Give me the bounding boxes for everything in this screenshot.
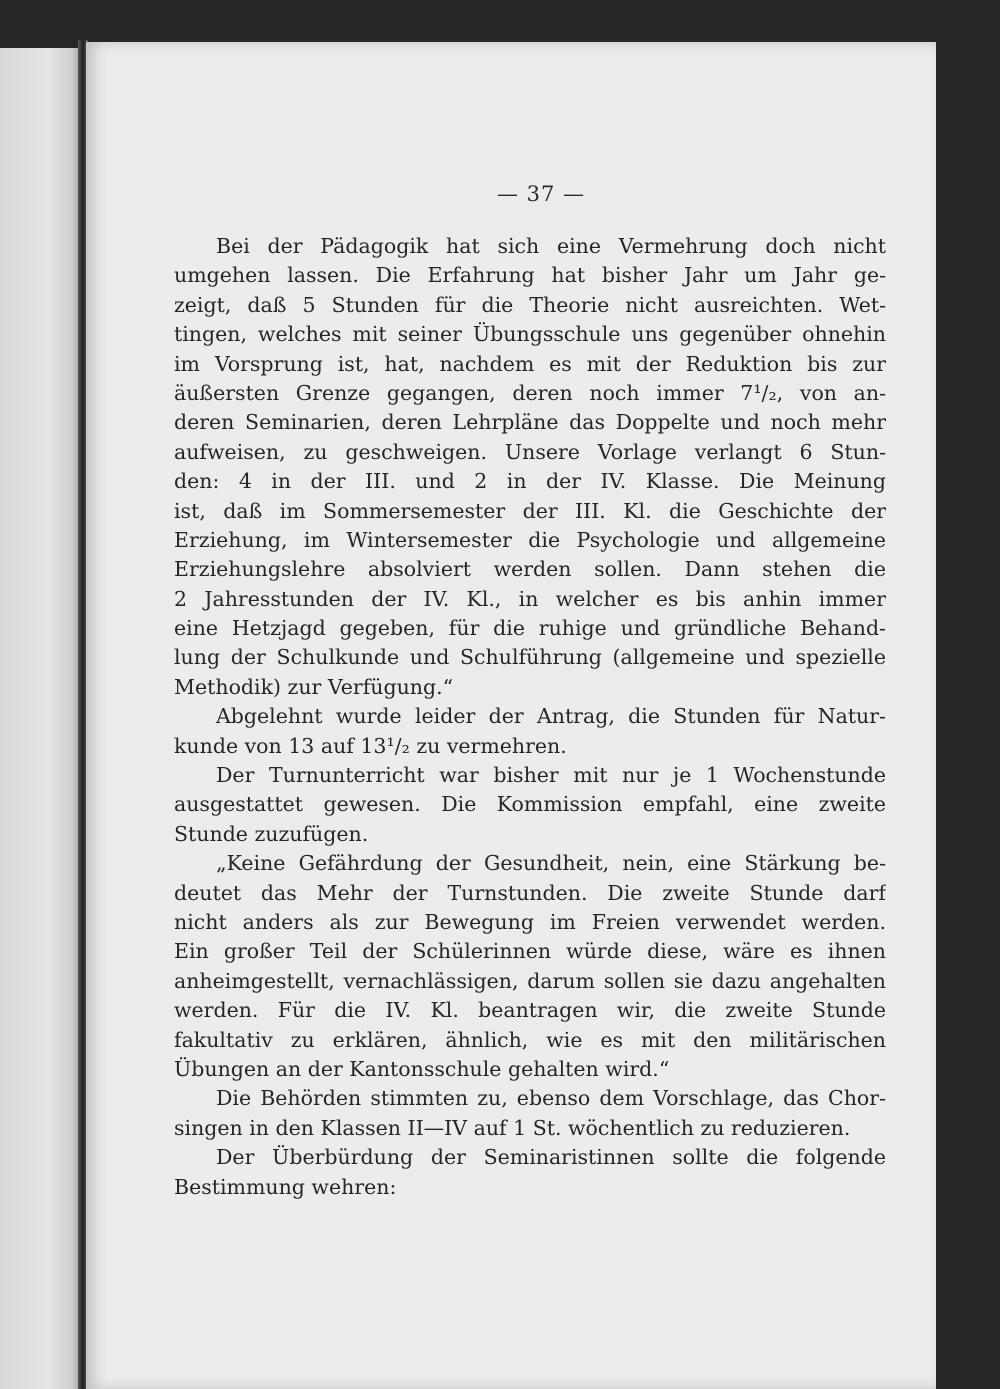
- text-line: Stunde zuzufügen.: [174, 821, 369, 846]
- text-line: Bestimmung wehren:: [174, 1174, 397, 1199]
- text-line: Der Überbürdung der Seminaristinnen sollte die folgende: [216, 1145, 886, 1170]
- text-line: Abgelehnt wurde leider der Antrag, die Stunden für Natur-: [216, 704, 886, 729]
- paragraph: [174, 849, 886, 1084]
- text-line: aufweisen, zu geschweigen. Unsere Vorlage verlangt 6 Stun-: [174, 439, 886, 464]
- text-line: Die Behörden stimmten zu, ebenso dem Vorschlage, das Chor-: [216, 1086, 886, 1111]
- text-line: anheimgestellt, vernachlässigen, darum sollen sie dazu angehalten: [174, 968, 886, 993]
- paragraph: [174, 702, 886, 761]
- text-line: deutet das Mehr der Turnstunden. Die zweite Stunde darf: [174, 880, 886, 905]
- text-line: Erziehung, im Wintersemester die Psychologie und allgemeine: [174, 527, 886, 552]
- text-line: äußersten Grenze gegangen, deren noch immer 7¹/₂, von an-: [174, 380, 886, 405]
- paragraph: [174, 761, 886, 849]
- text-line: „Keine Gefährdung der Gesundheit, nein, eine Stärkung be-: [216, 851, 886, 876]
- paragraph: [174, 1143, 886, 1202]
- body-text: [174, 232, 886, 1202]
- previous-page-edge: [0, 48, 82, 1389]
- text-line: im Vorsprung ist, hat, nachdem es mit der Reduktion bis zur: [174, 351, 886, 376]
- text-line: deren Seminarien, deren Lehrpläne das Doppelte und noch mehr: [174, 410, 886, 435]
- page-number: — 37 —: [496, 182, 586, 206]
- text-line: ist, daß im Sommersemester der III. Kl. die Geschichte der: [174, 498, 886, 523]
- text-line: Erziehungslehre absolviert werden sollen. Dann stehen die: [174, 557, 886, 582]
- text-line: den: 4 in der III. und 2 in der IV. Klasse. Die Meinung: [174, 469, 886, 494]
- paragraph: [174, 1084, 886, 1143]
- text-line: nicht anders als zur Bewegung im Freien verwendet werden.: [174, 909, 886, 934]
- text-line: ausgestattet gewesen. Die Kommission empfahl, eine zweite: [174, 792, 886, 817]
- text-line: Übungen an der Kantonsschule gehalten wird.“: [174, 1056, 670, 1081]
- text-line: tingen, welches mit seiner Übungsschule uns gegenüber ohnehin: [174, 322, 886, 347]
- book-page: [86, 42, 936, 1389]
- text-line: singen in den Klassen II—IV auf 1 St. wöchentlich zu reduzieren.: [174, 1115, 851, 1140]
- text-line: fakultativ zu erklären, ähnlich, wie es mit den militärischen: [174, 1027, 886, 1052]
- paragraph: [174, 232, 886, 702]
- text-line: Bei der Pädagogik hat sich eine Vermehrung doch nicht: [216, 234, 886, 258]
- text-line: Ein großer Teil der Schülerinnen würde diese, wäre es ihnen: [174, 939, 886, 964]
- text-line: 2 Jahresstunden der IV. Kl., in welcher es bis anhin immer: [174, 586, 886, 611]
- text-line: zeigt, daß 5 Stunden für die Theorie nicht ausreichten. Wet-: [174, 292, 886, 317]
- text-line: Methodik) zur Verfügung.“: [174, 674, 454, 699]
- text-line: Der Turnunterricht war bisher mit nur je 1 Wochenstunde: [216, 763, 886, 788]
- text-line: kunde von 13 auf 13¹/₂ zu vermehren.: [174, 733, 567, 758]
- text-line: eine Hetzjagd gegeben, für die ruhige und gründliche Behand-: [174, 616, 886, 641]
- text-line: werden. Für die IV. Kl. beantragen wir, die zweite Stunde: [174, 998, 886, 1023]
- text-line: umgehen lassen. Die Erfahrung hat bisher Jahr um Jahr ge-: [174, 263, 886, 288]
- text-line: lung der Schulkunde und Schulführung (allgemeine und spezielle: [174, 645, 886, 670]
